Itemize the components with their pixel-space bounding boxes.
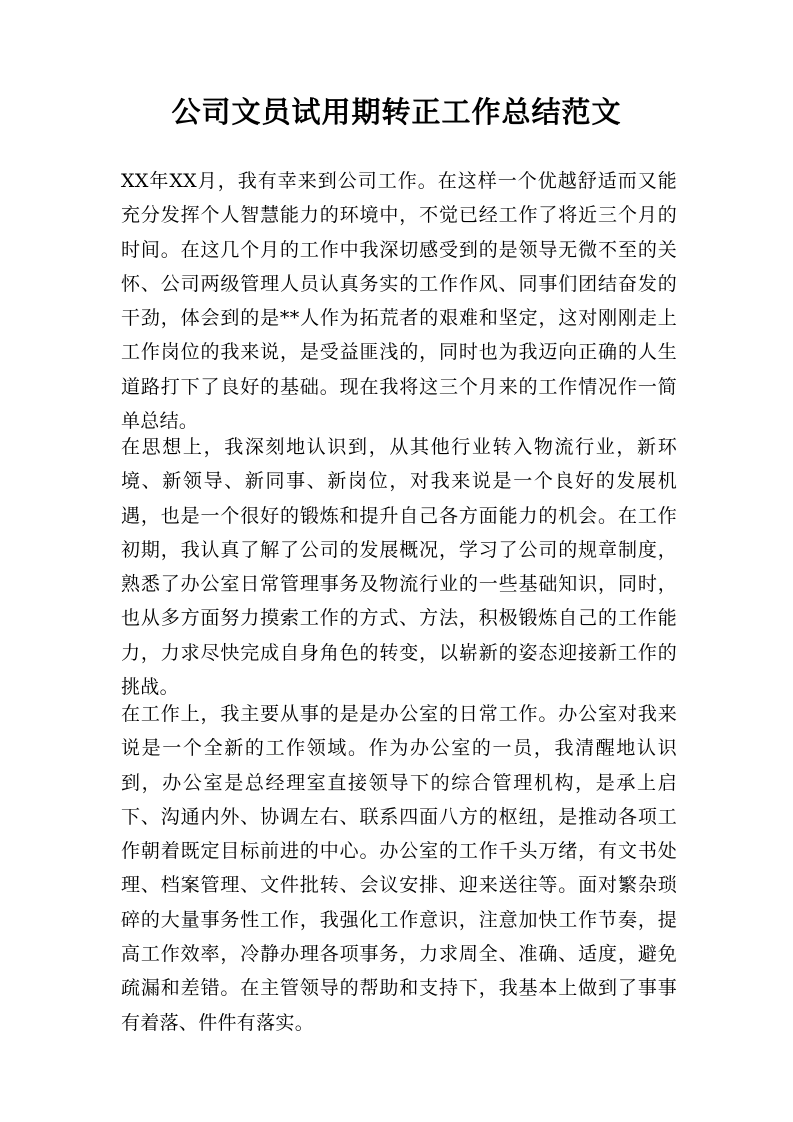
- paragraph-work: 在工作上，我主要从事的是是办公室的日常工作。办公室对我来说是一个全新的工作领域。作为办公室的一员，我清醒地认识到，办公室是总经理室直接领导下的综合管理机构，是承上启下、沟通内外、协调左右、联系四面八方的枢纽，是推动各项工作朝着既定目标前进的中心。办公室的工作千头万绪，有文书处理、档案管理、文件批转、会议安排、迎来送往等。面对繁杂琐碎的大量事务性工作，我强化工作意识，注意加快工作节奏，提高工作效率，冷静办理各项事务，力求周全、准确、适度，避免疏漏和差错。在主管领导的帮助和支持下，我基本上做到了事事有着落、件件有落实。: [121, 703, 677, 1034]
- document-title: 公司文员试用期转正工作总结范文: [171, 95, 622, 129]
- paragraph-intro: XX年XX月，我有幸来到公司工作。在这样一个优越舒适而又能充分发挥个人智慧能力的环境中，不觉已经工作了将近三个月的时间。在这几个月的工作中我深切感受到的是领导无微不至的关怀、公司两级管理人员认真务实的工作作风、同事们团结奋发的干劲，体会到的是**人作为拓荒者的艰难和坚定，这对刚刚走上工作岗位的我来说，是受益匪浅的，同时也为我迈向正确的人生道路打下了良好的基础。现在我将这三个月来的工作情况作一简单总结。: [121, 170, 677, 433]
- paragraph-thinking: 在思想上，我深刻地认识到，从其他行业转入物流行业，新环境、新领导、新同事、新岗位，对我来说是一个良好的发展机遇，也是一个很好的锻炼和提升自己各方面能力的机会。在工作初期，我认真了解了公司的发展概况，学习了公司的规章制度，熟悉了办公室日常管理事务及物流行业的一些基础知识，同时，也从多方面努力摸索工作的方式、方法，积极锻炼自己的工作能力，力求尽快完成自身角色的转变，以崭新的姿态迎接新工作的挑战。: [121, 436, 677, 699]
